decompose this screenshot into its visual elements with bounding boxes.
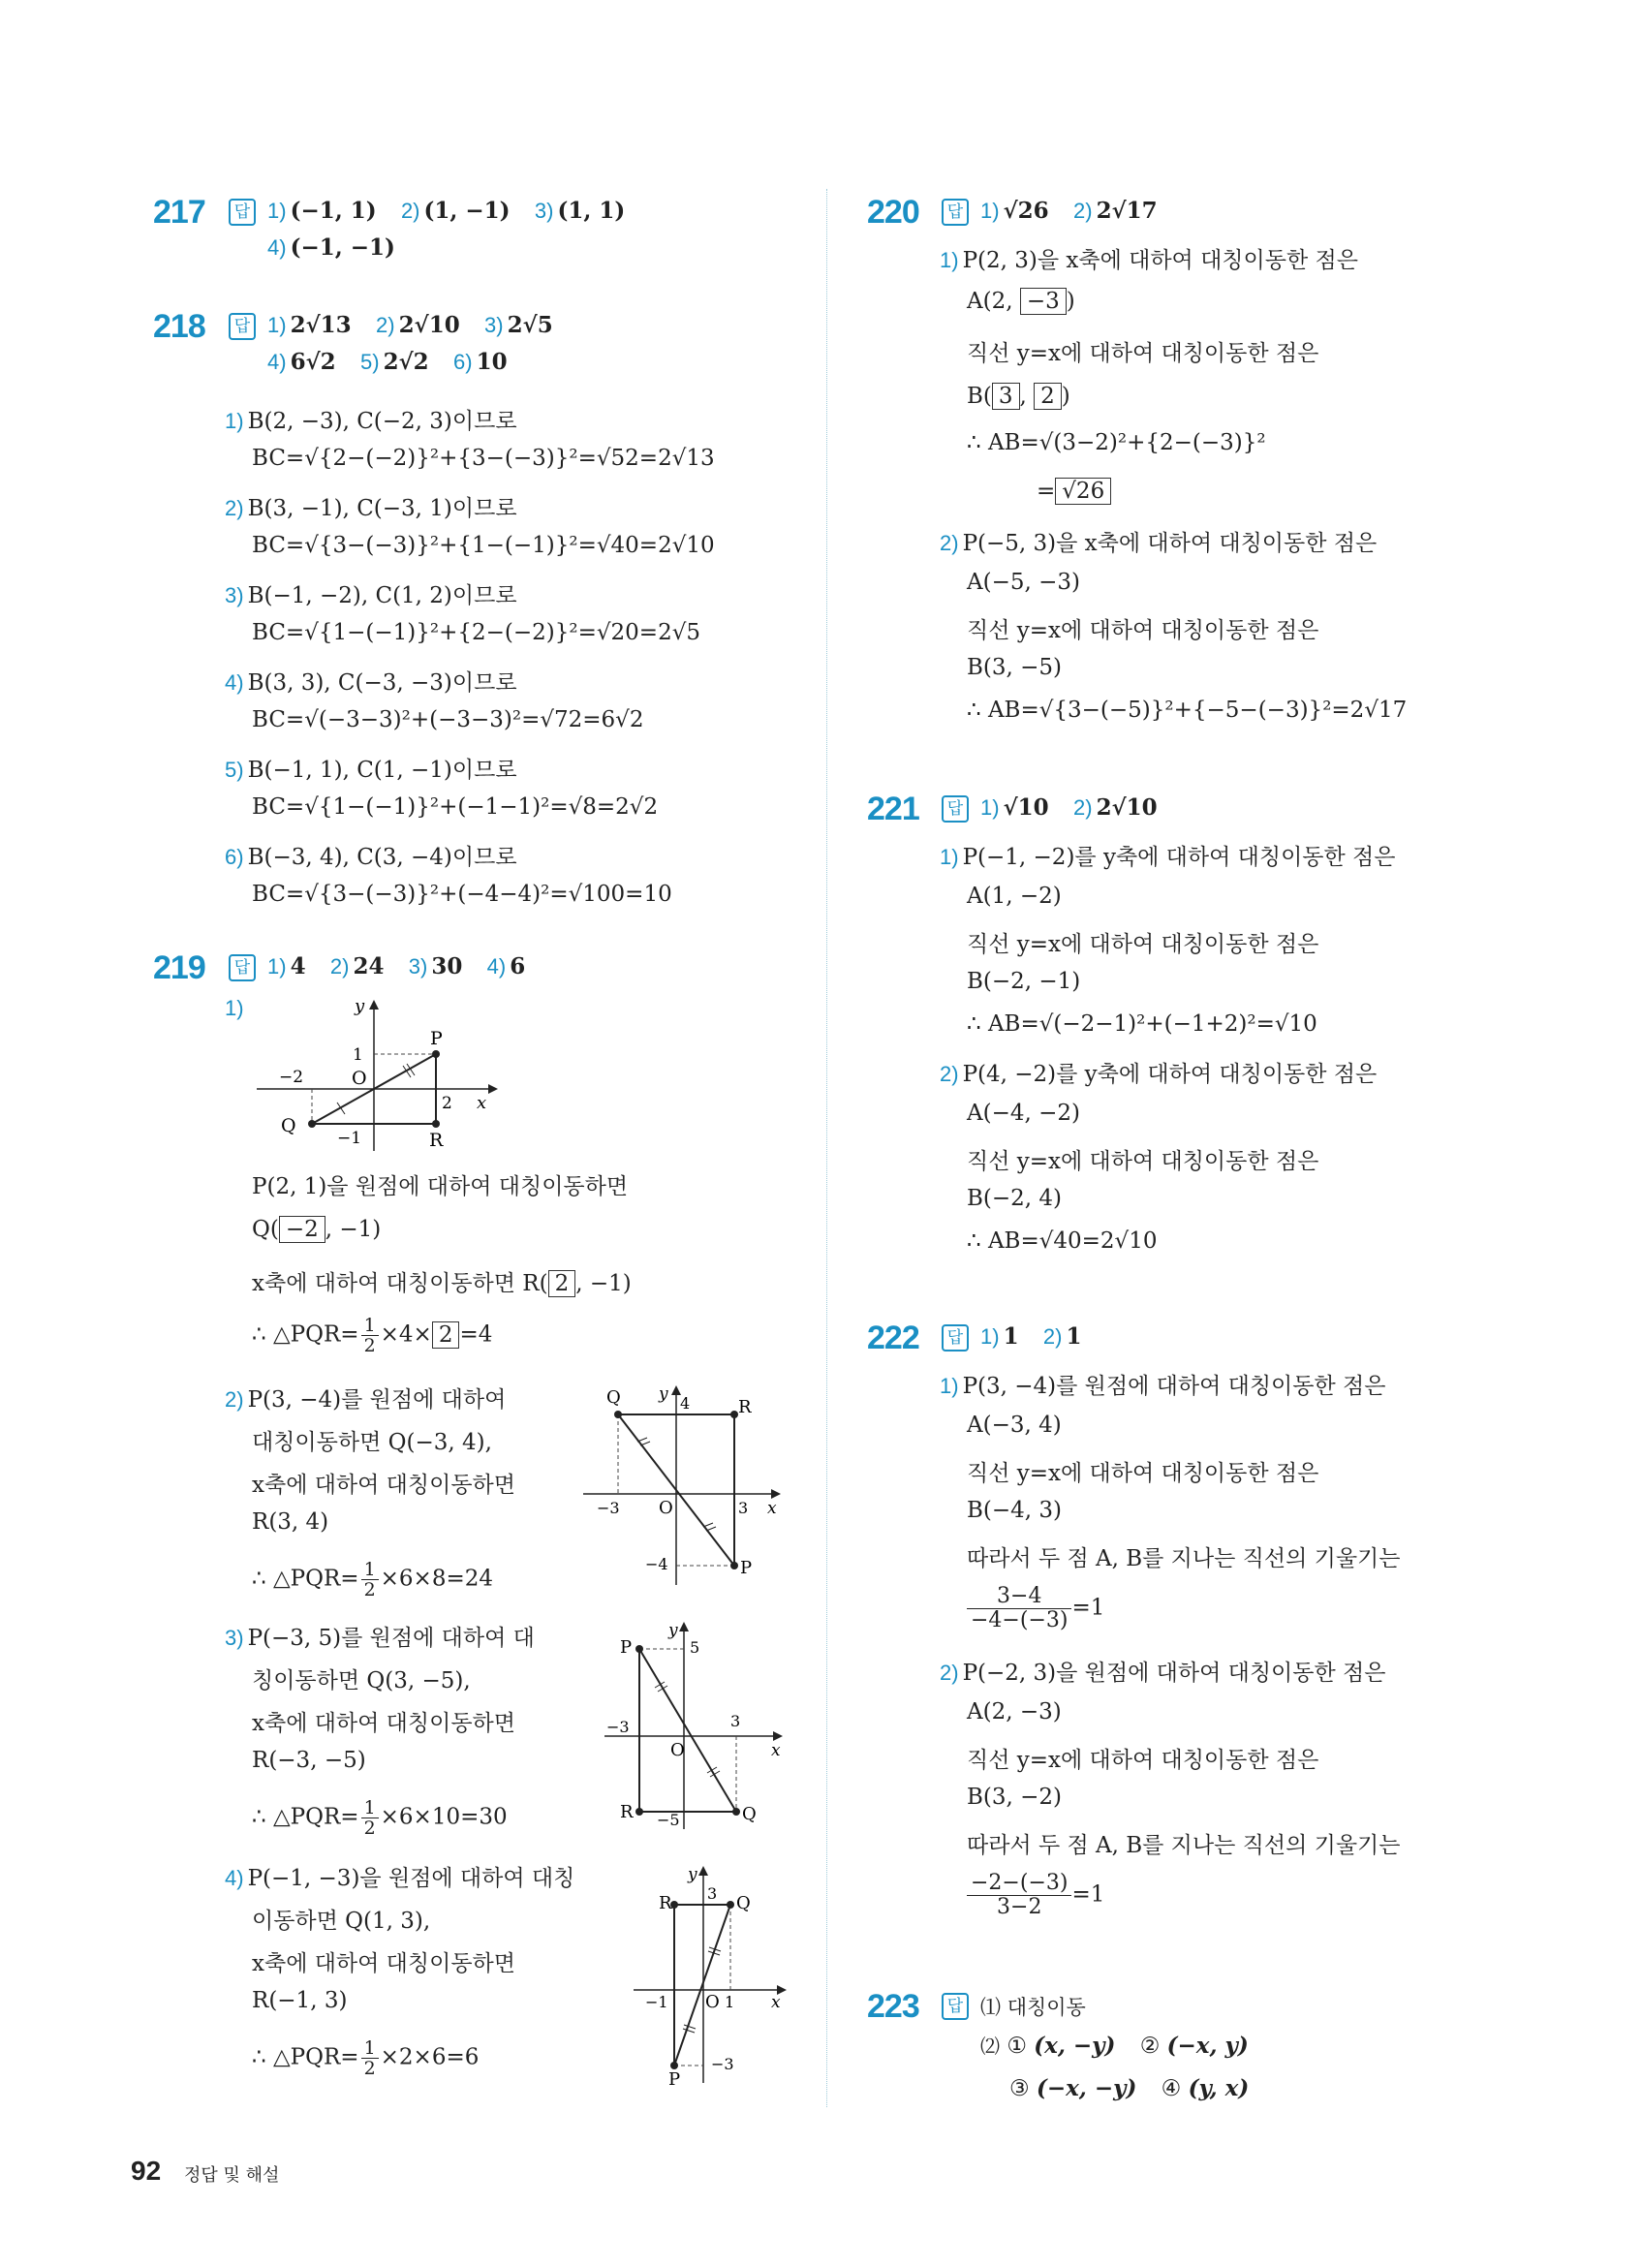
- graph-219-2: [579, 1383, 792, 1587]
- svg-text:−1: −1: [645, 1993, 668, 2011]
- problem-218-step-2-points: 2) B(3, −1), C(−3, 1)이므로: [225, 496, 517, 521]
- svg-text:P: P: [740, 1558, 753, 1578]
- point-p-label: P: [430, 1028, 443, 1049]
- answer-tag: 답: [229, 313, 256, 340]
- svg-text:Q: Q: [606, 1387, 621, 1408]
- svg-text:4: 4: [680, 1394, 691, 1413]
- problem-218-step-3-points: 3) B(−1, −2), C(1, 2)이므로: [225, 583, 517, 608]
- answer-tag: 답: [942, 795, 969, 823]
- problem-222-number: 222: [867, 1320, 919, 1356]
- problem-220-step-2-text4: B(3, −5): [967, 655, 1063, 680]
- answer-tag: 답: [942, 1324, 969, 1351]
- svg-text:−5: −5: [657, 1811, 680, 1829]
- problem-220-step-1-text2: A(2, −3 ): [967, 289, 1075, 314]
- x-axis-label: x: [477, 1093, 487, 1113]
- answer-tag: 답: [229, 954, 256, 981]
- problem-222-step-2-text3: 직선 y=x에 대하여 대칭이동한 점은: [967, 1748, 1319, 1773]
- problem-217-number: 217: [153, 194, 205, 231]
- problem-221-step-2-text4: B(−2, 4): [967, 1186, 1063, 1211]
- svg-text:−3: −3: [606, 1718, 630, 1736]
- graph-219-4: [630, 1864, 794, 2087]
- problem-222-step-1-slope: $\frac{3-4}{-4-(-3)}$ =1: [967, 1585, 1104, 1632]
- problem-219-step-4-text3: x축에 대하여 대칭이동하면: [252, 1951, 515, 1976]
- tick-2: 2: [442, 1094, 452, 1113]
- problem-219-step-3-text1: 3) P(−3, 5)를 원점에 대하여 대: [225, 1626, 535, 1651]
- svg-text:y: y: [659, 1384, 668, 1404]
- problem-222-step-1-text4: B(−4, 3): [967, 1498, 1063, 1523]
- problem-218-step-1-calc: BC=√{2−(−2)}²+{3−(−3)}²=√52=2√13: [252, 446, 715, 471]
- problem-221-step-1-text4: B(−2, −1): [967, 969, 1081, 994]
- point-q-label: Q: [281, 1115, 296, 1136]
- problem-218-answers-row1: 1) 2√13 2) 2√10 3) 2√5: [267, 312, 553, 338]
- origin-label: O: [352, 1068, 367, 1089]
- problem-218-step-6-calc: BC=√{3−(−3)}²+(−4−4)²=√100=10: [252, 882, 672, 907]
- y-axis-label: y: [355, 998, 365, 1016]
- problem-222-step-1-text1: 1) P(3, −4)를 원점에 대하여 대칭이동한 점은: [940, 1374, 1386, 1399]
- svg-text:O: O: [670, 1740, 685, 1760]
- problem-221-number: 221: [867, 791, 919, 827]
- problem-219-step-1-label: 1): [225, 996, 244, 1020]
- problem-219-step-3-text5: ∴ △PQR= $\frac{1}{2}$ ×6×10=30: [252, 1797, 508, 1839]
- problem-217-answers: 1) (−1, 1) 2) (1, −1) 3) (1, 1): [267, 198, 626, 224]
- problem-218-step-1-points: 1) B(2, −3), C(−2, 3)이므로: [225, 409, 517, 434]
- problem-218-answers-row2: 4) 6√2 5) 2√2 6) 10: [267, 349, 508, 375]
- problem-220-number: 220: [867, 194, 919, 231]
- problem-222-step-2-slope: $\frac{-2-(-3)}{3-2}$ =1: [967, 1872, 1104, 1919]
- problem-220-step-1-text5: ∴ AB=√(3−2)²+{2−(−3)}²: [967, 430, 1266, 455]
- problem-221-answers: 1) √10 2) 2√10: [980, 794, 1158, 821]
- page-number: 92: [131, 2156, 162, 2186]
- graph-219-3: [601, 1620, 794, 1833]
- problem-221-step-2-text1: 2) P(4, −2)를 y축에 대하여 대칭이동한 점은: [940, 1062, 1378, 1087]
- problem-222-step-2-text4: B(3, −2): [967, 1785, 1063, 1810]
- problem-219-step-1-text2: Q( −2 , −1): [252, 1217, 382, 1242]
- svg-text:3: 3: [738, 1499, 749, 1517]
- footer-title: 정답 및 해설: [184, 2165, 280, 2186]
- answer-tag: 답: [229, 199, 256, 226]
- problem-219-step-3-text2: 칭이동하면 Q(3, −5),: [252, 1668, 471, 1693]
- svg-text:P: P: [668, 2069, 681, 2087]
- svg-text:x: x: [771, 1993, 781, 2012]
- problem-222-answers: 1) 1 2) 1: [980, 1323, 1082, 1350]
- svg-text:Q: Q: [736, 1893, 751, 1913]
- svg-text:O: O: [705, 1992, 720, 2012]
- problem-218-step-5-calc: BC=√{1−(−1)}²+(−1−1)²=√8=2√2: [252, 794, 659, 820]
- problem-219-step-4-text5: ∴ △PQR= $\frac{1}{2}$ ×2×6=6: [252, 2037, 480, 2079]
- problem-219-step-1-text4: ∴ △PQR= $\frac{1}{2}$ ×4× 2 =4: [252, 1315, 493, 1356]
- svg-text:R: R: [738, 1397, 752, 1417]
- problem-219-step-4-text1: 4) P(−1, −3)을 원점에 대하여 대칭: [225, 1866, 575, 1891]
- svg-text:Q: Q: [742, 1804, 757, 1824]
- problem-220-step-1-text1: 1) P(2, 3)을 x축에 대하여 대칭이동한 점은: [940, 248, 1358, 273]
- problem-218-step-4-points: 4) B(3, 3), C(−3, −3)이므로: [225, 670, 517, 696]
- problem-218-step-6-points: 6) B(−3, 4), C(3, −4)이므로: [225, 845, 517, 870]
- tick-1: 1: [353, 1045, 363, 1065]
- problem-223-number: 223: [867, 1988, 919, 2025]
- problem-218-step-4-calc: BC=√(−3−3)²+(−3−3)²=√72=6√2: [252, 707, 644, 732]
- answer-tag: 답: [942, 1993, 969, 2020]
- problem-223-part-2-row1: ⑵ ① (x, −y) ② (−x, y): [980, 2033, 1249, 2059]
- problem-222-step-2-text2: A(2, −3): [967, 1699, 1062, 1724]
- problem-219-step-2-text1: 2) P(3, −4)를 원점에 대하여: [225, 1387, 507, 1413]
- problem-220-step-1-text6: = √26: [1037, 479, 1111, 504]
- svg-text:x: x: [767, 1499, 777, 1518]
- problem-221-step-2-text5: ∴ AB=√40=2√10: [967, 1228, 1158, 1254]
- svg-text:−3: −3: [597, 1499, 620, 1517]
- svg-text:3: 3: [730, 1712, 741, 1730]
- problem-217-answer-4: 4) (−1, −1): [267, 234, 395, 261]
- problem-220-step-2-text3: 직선 y=x에 대하여 대칭이동한 점은: [967, 618, 1319, 643]
- tick-minus-1: −1: [337, 1129, 362, 1148]
- problem-221-step-2-text2: A(−4, −2): [967, 1101, 1080, 1126]
- problem-219-step-2-text2: 대칭이동하면 Q(−3, 4),: [252, 1430, 492, 1455]
- svg-text:−4: −4: [645, 1555, 668, 1573]
- problem-221-step-1-text2: A(1, −2): [967, 884, 1062, 909]
- problem-222-step-2-text5: 따라서 두 점 A, B를 지나는 직선의 기울기는: [967, 1833, 1401, 1858]
- svg-text:R: R: [620, 1802, 634, 1822]
- problem-219-answers: 1) 4 2) 24 3) 30 4) 6: [267, 953, 526, 979]
- svg-text:y: y: [688, 1865, 697, 1884]
- problem-218-step-3-calc: BC=√{1−(−1)}²+{2−(−2)}²=√20=2√5: [252, 620, 700, 645]
- problem-219-step-1-text3: x축에 대하여 대칭이동하면 R( 2 , −1): [252, 1271, 632, 1296]
- svg-text:x: x: [771, 1741, 781, 1760]
- problem-220-step-1-text4: B( 3 , 2 ): [967, 384, 1070, 409]
- problem-220-step-2-text1: 2) P(−5, 3)을 x축에 대하여 대칭이동한 점은: [940, 531, 1378, 556]
- svg-text:y: y: [668, 1621, 678, 1640]
- problem-221-step-1-text5: ∴ AB=√(−2−1)²+(−1+2)²=√10: [967, 1011, 1317, 1037]
- problem-218-step-5-points: 5) B(−1, 1), C(1, −1)이므로: [225, 758, 517, 783]
- problem-220-step-2-text2: A(−5, −3): [967, 570, 1080, 595]
- graph-219-1: [252, 998, 504, 1153]
- problem-220-step-2-text5: ∴ AB=√{3−(−5)}²+{−5−(−3)}²=2√17: [967, 698, 1408, 723]
- problem-219-step-3-text3: x축에 대하여 대칭이동하면: [252, 1711, 515, 1736]
- svg-text:O: O: [659, 1498, 673, 1518]
- problem-219-step-2-text3: x축에 대하여 대칭이동하면: [252, 1473, 515, 1498]
- problem-219-step-4-text4: R(−1, 3): [252, 1988, 348, 2013]
- problem-220-step-1-text3: 직선 y=x에 대하여 대칭이동한 점은: [967, 341, 1319, 366]
- column-divider: [826, 189, 827, 2107]
- problem-221-step-1-text3: 직선 y=x에 대하여 대칭이동한 점은: [967, 932, 1319, 957]
- svg-text:−3: −3: [711, 2055, 734, 2073]
- problem-221-step-1-text1: 1) P(−1, −2)를 y축에 대하여 대칭이동한 점은: [940, 845, 1396, 870]
- problem-219-step-2-text5: ∴ △PQR= $\frac{1}{2}$ ×6×8=24: [252, 1559, 494, 1600]
- problem-221-step-2-text3: 직선 y=x에 대하여 대칭이동한 점은: [967, 1149, 1319, 1174]
- problem-219-step-4-text2: 이동하면 Q(1, 3),: [252, 1909, 431, 1934]
- problem-219-step-2-text4: R(3, 4): [252, 1509, 329, 1535]
- tick-minus-2: −2: [279, 1068, 304, 1087]
- problem-223-part-2-row2: ③ (−x, −y) ④ (y, x): [1009, 2075, 1250, 2101]
- svg-text:1: 1: [725, 1993, 735, 2011]
- problem-219-step-1-text1: P(2, 1)을 원점에 대하여 대칭이동하면: [252, 1174, 629, 1199]
- svg-text:5: 5: [690, 1638, 700, 1657]
- problem-218-step-2-calc: BC=√{3−(−3)}²+{1−(−1)}²=√40=2√10: [252, 533, 715, 558]
- svg-text:R: R: [659, 1893, 672, 1913]
- problem-222-step-2-text1: 2) P(−2, 3)을 원점에 대하여 대칭이동한 점은: [940, 1661, 1386, 1686]
- problem-219-number: 219: [153, 949, 205, 986]
- problem-218-number: 218: [153, 308, 205, 345]
- svg-text:3: 3: [707, 1884, 718, 1903]
- point-r-label: R: [429, 1130, 444, 1151]
- problem-222-step-1-text5: 따라서 두 점 A, B를 지나는 직선의 기울기는: [967, 1546, 1401, 1571]
- problem-220-answers: 1) √26 2) 2√17: [980, 198, 1158, 224]
- answer-tag: 답: [942, 199, 969, 226]
- problem-222-step-1-text2: A(−3, 4): [967, 1413, 1062, 1438]
- svg-text:P: P: [620, 1637, 633, 1658]
- problem-223-part-1: ⑴ 대칭이동: [980, 1996, 1086, 2019]
- problem-222-step-1-text3: 직선 y=x에 대하여 대칭이동한 점은: [967, 1461, 1319, 1486]
- problem-219-step-3-text4: R(−3, −5): [252, 1748, 366, 1773]
